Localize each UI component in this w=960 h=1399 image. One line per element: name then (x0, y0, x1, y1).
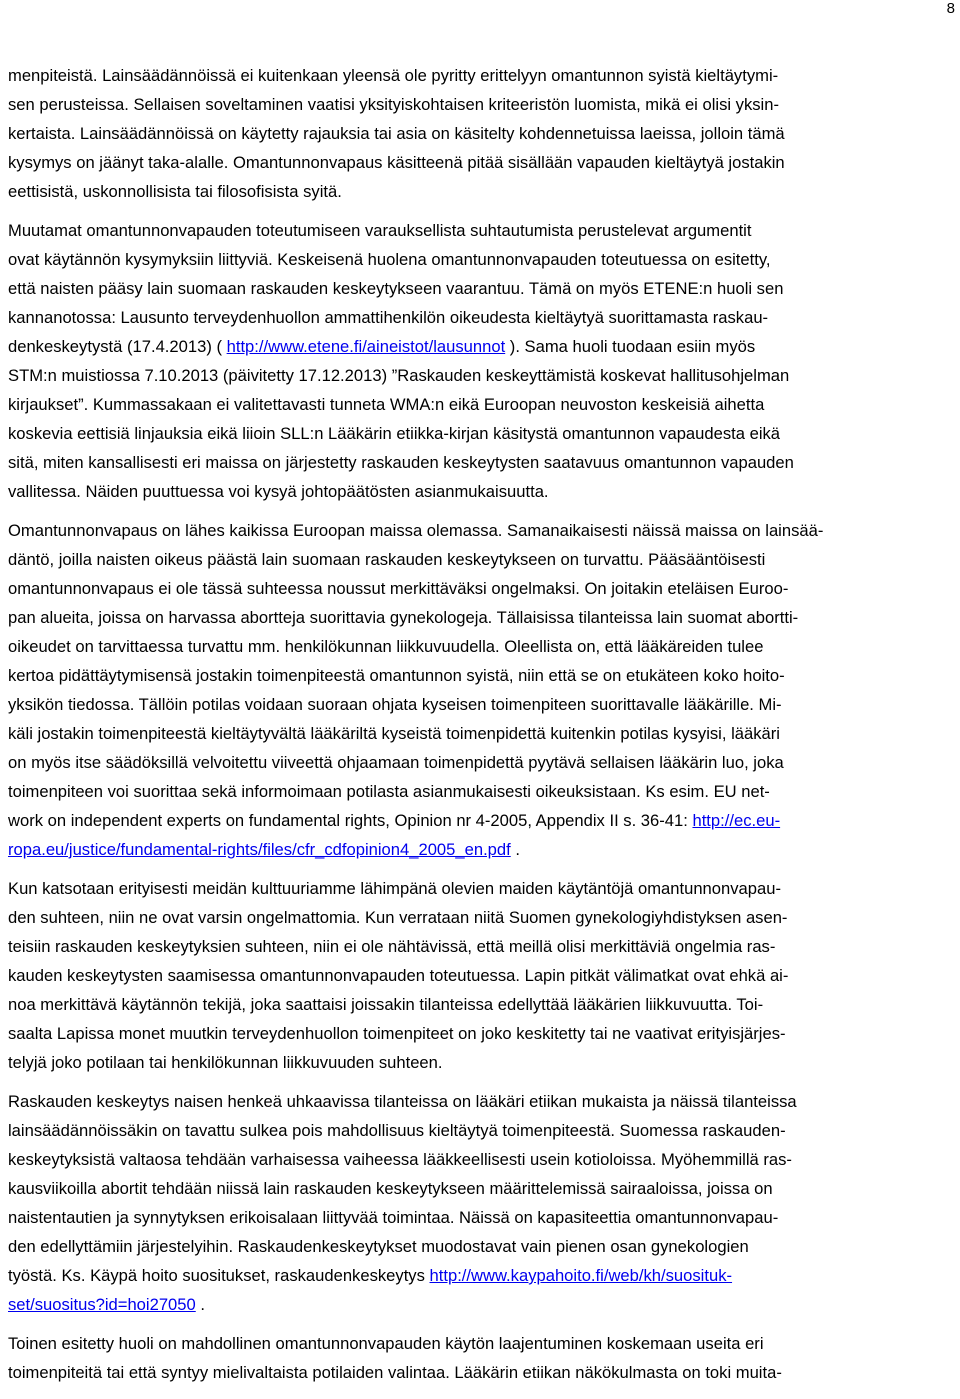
text-run: Muutamat omantunnonvapauden toteutumiseen varauksellista suhtautumista perustelevat argumentit (8, 221, 752, 240)
paragraph (8, 1329, 952, 1387)
paragraph (8, 216, 952, 506)
paragraph (8, 1087, 952, 1319)
text-line (8, 719, 952, 748)
text-run: noa merkittävä käytännön tekijä, joka saattaisi joissakin tilanteissa edellyttää lääkärien liikkuvuutta. Toi- (8, 995, 764, 1014)
text-run: toimenpiteitä tai että syntyy mielivaltaista potilaiden valintaa. Lääkärin etiikan näkökulmasta on toki muita- (8, 1363, 782, 1382)
text-run: työstä. Ks. Käypä hoito suositukset, raskaudenkeskeytys (8, 1266, 430, 1285)
paragraph-gap (8, 1077, 952, 1087)
document-body (8, 61, 952, 1387)
text-run: lainsäädännöissäkin on tavattu sulkea pois mahdollisuus kieltäytyä toimenpiteestä. Suomessa raskauden- (8, 1121, 786, 1140)
text-run: kertoa pidättäytymisensä jostakin toimenpiteestä omantunnon syistä, niin että se on etukäteen koko hoito- (8, 666, 785, 685)
hyperlink[interactable]: http://ec.eu- (692, 811, 781, 830)
text-line (8, 1145, 952, 1174)
text-run: kausviikoilla abortit tehdään niissä lain raskauden keskeytykseen määrittelemissä sairaaloissa, joissa on (8, 1179, 773, 1198)
text-line (8, 216, 952, 245)
text-line (8, 148, 952, 177)
text-line (8, 61, 952, 90)
text-line (8, 932, 952, 961)
hyperlink[interactable]: set/suositus?id=hoi27050 (8, 1295, 196, 1314)
text-run: work on independent experts on fundamental rights, Opinion nr 4-2005, Appendix II s. 36-41: (8, 811, 693, 830)
text-run: teisiin raskauden keskeytyksien suhteen, niin ei ole nähtävissä, että meillä olisi merkittäviä ongelmia ras- (8, 937, 776, 956)
text-line (8, 748, 952, 777)
text-line (8, 1203, 952, 1232)
text-run: kauden keskeytysten saamisessa omantunnonvapauden toteutuessa. Lapin pitkät välimatkat ovat ehkä ai- (8, 966, 789, 985)
text-line (8, 448, 952, 477)
text-line (8, 274, 952, 303)
text-run: yksikön tiedossa. Tällöin potilas voidaan suoraan ohjata kyseisen toimenpiteen suorittavalle lääkärille. Mi- (8, 695, 782, 714)
text-run: kirjaukset”. Kummassakaan ei valitettavasti tunneta WMA:n eikä Euroopan neuvoston keskeisiä aihetta (8, 395, 765, 414)
text-run: STM:n muistiossa 7.10.2013 (päivitetty 17.12.2013) ”Raskauden keskeyttämistä koskevat hallitusohjelman (8, 366, 790, 385)
text-line (8, 419, 952, 448)
text-run: sen perusteissa. Sellaisen soveltaminen vaatisi yksityiskohtaisen kriteeristön luomista, mikä ei olisi yksin- (8, 95, 780, 114)
text-line (8, 177, 952, 206)
text-line (8, 303, 952, 332)
text-run: käli jostakin toimenpiteestä kieltäytyvältä lääkäriltä kyseistä toimenpidettä kuitenkin potilas kysyisi, lääkäri (8, 724, 780, 743)
text-line (8, 990, 952, 1019)
text-line (8, 1232, 952, 1261)
text-line (8, 332, 952, 361)
text-line (8, 90, 952, 119)
text-line (8, 390, 952, 419)
text-run: että naisten pääsy lain suomaan raskauden keskeytykseen vaarantuu. Tämä on myös ETENE:n huoli sen (8, 279, 784, 298)
text-line (8, 361, 952, 390)
text-run: Kun katsotaan erityisesti meidän kulttuuriamme lähimpänä olevien maiden käytäntöjä omantunnonvapau- (8, 879, 781, 898)
text-run: den suhteen, niin ne ovat varsin ongelmattomia. Kun verrataan niitä Suomen gynekologiyhdistyksen asen- (8, 908, 788, 927)
text-line (8, 874, 952, 903)
text-run: ovat käytännön kysymyksiin liittyviä. Keskeisenä huolena omantunnonvapauden toteutuessa on esitetty, (8, 250, 771, 269)
text-run: saalta Lapissa monet muutkin terveydenhuollon toimenpiteet on joko keskitetty tai ne vaativat erityisjärjes- (8, 1024, 786, 1043)
text-run: oikeudet on tarvittaessa turvattu mm. henkilökunnan liikkuvuudella. Oleellista on, että lääkäreiden tulee (8, 637, 764, 656)
paragraph-gap (8, 506, 952, 516)
text-line (8, 1048, 952, 1077)
text-run: vallitessa. Näiden puuttuessa voi kysyä johtopäätösten asianmukaisuutta. (8, 482, 549, 501)
text-line (8, 690, 952, 719)
text-run: kysymys on jäänyt taka-alalle. Omantunnonvapaus käsitteenä pitää sisällään vapauden kieltäytyä jostakin (8, 153, 785, 172)
hyperlink[interactable]: http://www.etene.fi/aineistot/lausunnot (226, 337, 506, 356)
text-line (8, 777, 952, 806)
text-line (8, 1358, 952, 1387)
text-run: den edellyttämiin järjestelyihin. Raskaudenkeskeytykset muodostavat vain pienen osan gynekologien (8, 1237, 749, 1256)
text-line (8, 545, 952, 574)
paragraph-gap (8, 1319, 952, 1329)
text-line (8, 1116, 952, 1145)
text-run: toimenpiteen voi suorittaa sekä informoimaan potilasta asianmukaisesti oikeuksistaan. Ks esim. EU net- (8, 782, 770, 801)
text-run: Toinen esitetty huoli on mahdollinen omantunnonvapauden käytön laajentuminen koskemaan useita eri (8, 1334, 764, 1353)
paragraph (8, 516, 952, 864)
text-run: Raskauden keskeytys naisen henkeä uhkaavissa tilanteissa on lääkäri etiikan mukaista ja näissä tilanteissa (8, 1092, 797, 1111)
text-line (8, 806, 952, 835)
text-line (8, 961, 952, 990)
text-line (8, 835, 952, 864)
text-line (8, 119, 952, 148)
text-line (8, 1174, 952, 1203)
text-line (8, 1087, 952, 1116)
text-run: däntö, joilla naisten oikeus päästä lain suomaan raskauden keskeytykseen on turvattu. Pääsääntöisesti (8, 550, 766, 569)
hyperlink[interactable]: http://www.kaypahoito.fi/web/kh/suosituk- (429, 1266, 733, 1285)
text-run: . (510, 840, 520, 859)
text-run: ). Sama huoli tuodaan esiin myös (505, 337, 756, 356)
text-line (8, 1019, 952, 1048)
text-line (8, 603, 952, 632)
text-run: on myös itse säädöksillä velvoitettu viiveettä ohjaamaan toimenpidettä pyytävä sellaisen lääkärin luo, joka (8, 753, 784, 772)
text-run: omantunnonvapaus ei ole tässä suhteessa noussut merkittäväksi ongelmaksi. On joitakin eteläisen Euroo- (8, 579, 789, 598)
paragraph (8, 61, 952, 206)
text-line (8, 516, 952, 545)
paragraph-gap (8, 206, 952, 216)
text-run: kertaista. Lainsäädännöissä on käytetty rajauksia tai asia on käsitelty kohdennetuissa laeissa, jolloin tämä (8, 124, 785, 143)
page-number: 8 (946, 0, 955, 17)
hyperlink[interactable]: ropa.eu/justice/fundamental-rights/files/cfr_cdfopinion4_2005_en.pdf (8, 840, 511, 859)
text-run: denkeskeytystä (17.4.2013) ( (8, 337, 227, 356)
text-run: Omantunnonvapaus on lähes kaikissa Euroopan maissa olemassa. Samanaikaisesti näissä maissa on lainsää- (8, 521, 824, 540)
text-run: keskeytyksistä valtaosa tehdään varhaisessa vaiheessa lääkkeellisesti usein kotioloissa. Myöhemmillä ras- (8, 1150, 792, 1169)
text-run: menpiteistä. Lainsäädännöissä ei kuitenkaan yleensä ole pyritty erittelyyn omantunnon syistä kieltäytymi- (8, 66, 779, 85)
text-run: koskevia eettisiä linjauksia eikä liioin SLL:n Lääkärin etiikka-kirjan käsitystä omantunnon vapaudesta eikä (8, 424, 781, 443)
text-line (8, 245, 952, 274)
text-line (8, 1261, 952, 1290)
text-line (8, 632, 952, 661)
text-line (8, 477, 952, 506)
text-run: . (195, 1295, 205, 1314)
text-run: kannanotossa: Lausunto terveydenhuollon ammattihenkilön oikeudesta kieltäytyä suorittamasta raskau- (8, 308, 769, 327)
text-run: sitä, miten kansallisesti eri maissa on järjestetty raskauden keskeytysten saatavuus omantunnon vapauden (8, 453, 794, 472)
paragraph (8, 874, 952, 1077)
text-line (8, 1290, 952, 1319)
text-line (8, 661, 952, 690)
text-line (8, 903, 952, 932)
text-run: naistentautien ja synnytyksen erikoisalaan liittyvää toimintaa. Näissä on kapasiteettia omantunnonvapau- (8, 1208, 779, 1227)
paragraph-gap (8, 864, 952, 874)
text-line (8, 574, 952, 603)
text-run: pan alueita, joissa on harvassa abortteja suorittavia gynekologeja. Tällaisissa tilanteissa lain suomat abortti- (8, 608, 799, 627)
text-run: eettisistä, uskonnollisista tai filosofisista syitä. (8, 182, 342, 201)
text-run: telyjä joko potilaan tai henkilökunnan liikkuvuuden suhteen. (8, 1053, 443, 1072)
text-line (8, 1329, 952, 1358)
